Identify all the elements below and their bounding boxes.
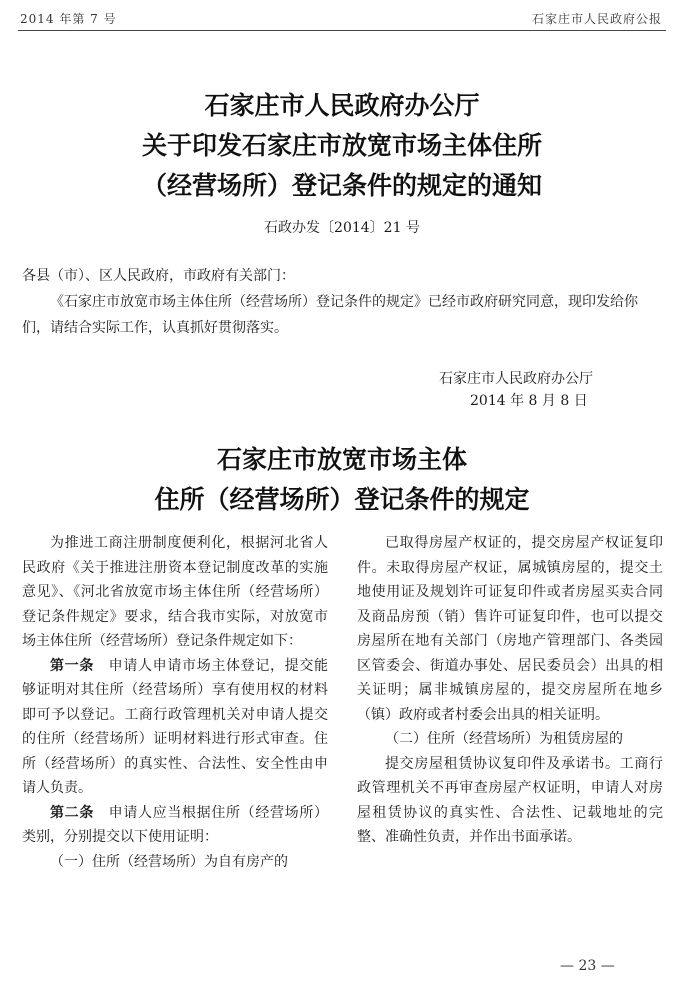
regulation-title-line1: 石家庄市放宽市场主体 <box>216 445 467 474</box>
page-number: — 23 — <box>560 958 615 974</box>
right-column <box>357 531 663 850</box>
publication-name: 石家庄市人民政府公报 <box>531 12 662 26</box>
article-1-text: 申请人申请市场主体登记，提交能够证明对其住所（经营场所）享有使用权的材料即可予以登记。工商行政管理机关对申请人提交的住所（经营场所）证明材料进行形式审查。住所（经营场所）的真实性、合法性、安全性由申请人负责。 <box>22 657 329 796</box>
addressee: 各县（市）、区人民政府，市政府有关部门： <box>22 268 295 284</box>
preamble: 为推进工商注册制度便利化，根据河北省人民政府《关于推进注册资本登记制度改革的实施意见》、《河北省放宽市场主体住所（经营场所）登记条件规定》要求，结合我市实际，对放宽市场主体住所（经营场所）登记条件规定如下： <box>22 535 328 649</box>
item-2-heading: （二）住所（经营场所）为租赁房屋的 <box>385 731 623 747</box>
notice-title-line2: 关于印发石家庄市放宽市场主体住所 <box>141 131 542 160</box>
article-1-label: 第一条 <box>50 657 94 674</box>
left-column <box>22 531 328 874</box>
item-1-text: 已取得房屋产权证的，提交房屋产权证复印件。未取得房屋产权证，属城镇房屋的，提交土地使用证及规划许可证复印件或者房屋买卖合同及商品房预（销）售许可证复印件，也可以提交房屋所在地有关部门（房地产管理部门、各类园区管委会、街道办事处、居民委员会）出具的相关证明；属非城镇房屋的，提交房屋所在地乡（镇）政府或者村委会出具的相关证明。 <box>357 535 663 723</box>
regulation-title <box>0 440 684 520</box>
article-2-label: 第二条 <box>50 804 94 821</box>
header-rule <box>18 30 666 31</box>
notice-body: 《石家庄市放宽市场主体住所（经营场所）登记条件的规定》已经市政府研究同意，现印发给你们，请结合实际工作，认真抓好贯彻落实。 <box>22 294 638 336</box>
article-2-text: 申请人应当根据住所（经营场所）类别，分别提交以下使用证明： <box>22 804 329 845</box>
regulation-title-line2: 住所（经营场所）登记条件的规定 <box>154 485 530 514</box>
signature-date: 2014 年 8 月 8 日 <box>470 393 588 409</box>
article-1 <box>22 654 328 801</box>
issue-label: 2014 年第 7 号 <box>20 12 117 26</box>
document-number: 石政办发〔2014〕21 号 <box>264 220 420 236</box>
notice-title-line3: （经营场所）登记条件的规定的通知 <box>141 171 542 200</box>
item-2-text: 提交房屋租赁协议复印件及承诺书。工商行政管理机关不再审查房屋产权证明，申请人对房屋租赁协议的真实性、合法性、记载地址的完整、准确性负责，并作出书面承诺。 <box>357 755 663 845</box>
notice-title-line1: 石家庄市人民政府办公厅 <box>204 91 480 120</box>
notice-title <box>0 86 684 206</box>
signature-org: 石家庄市人民政府办公厅 <box>439 371 593 387</box>
item-1-heading: （一）住所（经营场所）为自有房产的 <box>50 853 288 870</box>
article-2 <box>22 801 328 850</box>
